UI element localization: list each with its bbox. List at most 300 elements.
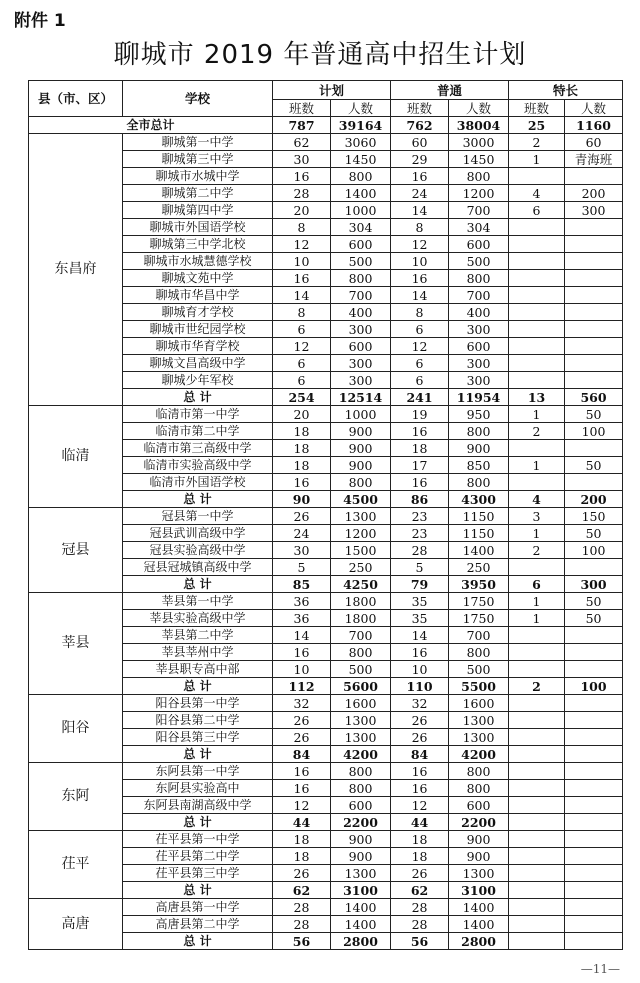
cell: [509, 372, 565, 389]
cell: 50: [565, 525, 623, 542]
cell: 20: [273, 202, 331, 219]
cell: 1500: [331, 542, 391, 559]
cell: 56: [273, 933, 331, 950]
cell: [565, 865, 623, 882]
header-school: 学校: [123, 81, 273, 117]
cell: 17: [391, 457, 449, 474]
school-name: 阳谷县第一中学: [123, 695, 273, 712]
cell: 3950: [449, 576, 509, 593]
cell: 4200: [331, 746, 391, 763]
cell: [509, 814, 565, 831]
cell: 16: [391, 270, 449, 287]
cell: 3: [509, 508, 565, 525]
county-name: 莘县: [29, 593, 123, 695]
subtotal-label: 总 计: [123, 814, 273, 831]
cell: 35: [391, 593, 449, 610]
cell: 3060: [331, 134, 391, 151]
cell: 16: [391, 423, 449, 440]
school-name: 聊城第二中学: [123, 185, 273, 202]
cell: 2800: [331, 933, 391, 950]
cell: 300: [331, 321, 391, 338]
cell: 18: [273, 848, 331, 865]
cell: 16: [391, 474, 449, 491]
cell: 4: [509, 185, 565, 202]
cell: 8: [273, 304, 331, 321]
cell: 3100: [449, 882, 509, 899]
cell: 1300: [331, 712, 391, 729]
school-name: 莘县第二中学: [123, 627, 273, 644]
cell: 200: [565, 185, 623, 202]
cell: 250: [449, 559, 509, 576]
cell: 26: [391, 865, 449, 882]
cell: [509, 865, 565, 882]
school-name: 高唐县第一中学: [123, 899, 273, 916]
school-name: 茌平县第二中学: [123, 848, 273, 865]
cell: 1300: [331, 729, 391, 746]
cell: [509, 304, 565, 321]
cell: 700: [331, 627, 391, 644]
cell: 150: [565, 508, 623, 525]
cell: 1300: [331, 865, 391, 882]
cell: 100: [565, 678, 623, 695]
cell: 50: [565, 610, 623, 627]
cell: 25: [509, 117, 565, 134]
cell: 800: [331, 474, 391, 491]
cell: 200: [565, 491, 623, 508]
cell: 110: [391, 678, 449, 695]
cell: 10: [273, 253, 331, 270]
school-name: 聊城市华昌中学: [123, 287, 273, 304]
cell: 26: [273, 865, 331, 882]
school-name: 茌平县第三中学: [123, 865, 273, 882]
table-row: [29, 899, 623, 916]
table-row: [29, 134, 623, 151]
cell: [565, 270, 623, 287]
cell: [509, 797, 565, 814]
cell: [509, 933, 565, 950]
cell: [565, 831, 623, 848]
cell: [565, 440, 623, 457]
cell: [565, 882, 623, 899]
cell: 28: [273, 899, 331, 916]
county-name: 东昌府: [29, 134, 123, 406]
cell: 23: [391, 525, 449, 542]
cell: 800: [449, 644, 509, 661]
cell: 800: [331, 763, 391, 780]
cell: 16: [273, 644, 331, 661]
cell: 560: [565, 389, 623, 406]
cell: 18: [273, 440, 331, 457]
school-name: 聊城第一中学: [123, 134, 273, 151]
cell: 12: [391, 338, 449, 355]
cell: 28: [391, 542, 449, 559]
cell: 1400: [449, 899, 509, 916]
cell: 5: [391, 559, 449, 576]
cell: 762: [391, 117, 449, 134]
cell: [565, 253, 623, 270]
cell: 16: [273, 270, 331, 287]
cell: 300: [331, 355, 391, 372]
school-name: 聊城育才学校: [123, 304, 273, 321]
cell: 1: [509, 593, 565, 610]
cell: [565, 304, 623, 321]
cell: 26: [273, 712, 331, 729]
cell: 500: [331, 253, 391, 270]
school-name: 高唐县第二中学: [123, 916, 273, 933]
school-name: 东阿县实验高中: [123, 780, 273, 797]
cell: [565, 933, 623, 950]
cell: 600: [449, 236, 509, 253]
cell: 60: [565, 134, 623, 151]
school-name: 聊城市世纪园学校: [123, 321, 273, 338]
subtotal-label: 总 计: [123, 746, 273, 763]
page-number: —11—: [580, 962, 620, 976]
cell: 600: [331, 797, 391, 814]
cell: 600: [449, 797, 509, 814]
table-row: [29, 831, 623, 848]
cell: [565, 372, 623, 389]
cell: 12: [273, 338, 331, 355]
cell: 50: [565, 593, 623, 610]
cell: 1400: [331, 916, 391, 933]
school-name: 冠县武训高级中学: [123, 525, 273, 542]
cell: [565, 848, 623, 865]
cell: 5500: [449, 678, 509, 695]
cell: [565, 780, 623, 797]
cell: [509, 321, 565, 338]
school-name: 聊城市水城慧德学校: [123, 253, 273, 270]
cell: 300: [565, 202, 623, 219]
cell: [565, 899, 623, 916]
cell: 1000: [331, 406, 391, 423]
cell: 44: [273, 814, 331, 831]
cell: 1450: [331, 151, 391, 168]
cell: 6: [391, 321, 449, 338]
cell: [509, 899, 565, 916]
cell: 14: [273, 287, 331, 304]
cell: 800: [331, 270, 391, 287]
header-sub: 班数: [509, 100, 565, 117]
cell: 787: [273, 117, 331, 134]
county-name: 临清: [29, 406, 123, 508]
school-name: 临清市实验高级中学: [123, 457, 273, 474]
cell: 2: [509, 423, 565, 440]
cell: 800: [449, 270, 509, 287]
school-name: 聊城第三中学北校: [123, 236, 273, 253]
cell: 800: [449, 780, 509, 797]
cell: [509, 219, 565, 236]
cell: 32: [391, 695, 449, 712]
table-row: [29, 763, 623, 780]
table-row: [29, 593, 623, 610]
school-name: 阳谷县第二中学: [123, 712, 273, 729]
cell: [565, 219, 623, 236]
cell: [509, 253, 565, 270]
cell: 500: [449, 661, 509, 678]
school-name: 聊城市华育学校: [123, 338, 273, 355]
cell: 6: [509, 202, 565, 219]
school-name: 聊城市水城中学: [123, 168, 273, 185]
page-title: 聊城市 2019 年普通高中招生计划: [113, 40, 527, 70]
cell: [565, 797, 623, 814]
header-sub: 人数: [449, 100, 509, 117]
cell: [509, 746, 565, 763]
cell: 8: [391, 304, 449, 321]
cell: 10: [273, 661, 331, 678]
cell: 14: [391, 202, 449, 219]
cell: 2: [509, 542, 565, 559]
school-name: 聊城第三中学: [123, 151, 273, 168]
cell: 1150: [449, 508, 509, 525]
cell: 26: [273, 508, 331, 525]
cell: [565, 168, 623, 185]
grand-total-label: 全市总计: [29, 117, 273, 134]
county-name: 高唐: [29, 899, 123, 950]
cell: 79: [391, 576, 449, 593]
cell: [509, 559, 565, 576]
cell: 1400: [449, 542, 509, 559]
cell: 62: [273, 134, 331, 151]
cell: 800: [331, 644, 391, 661]
cell: 900: [331, 457, 391, 474]
cell: [509, 695, 565, 712]
cell: 60: [391, 134, 449, 151]
table-row: [29, 508, 623, 525]
cell: [509, 236, 565, 253]
cell: 10: [391, 661, 449, 678]
cell: [509, 882, 565, 899]
cell: 1400: [331, 899, 391, 916]
cell: 18: [273, 457, 331, 474]
cell: 1400: [331, 185, 391, 202]
cell: 86: [391, 491, 449, 508]
cell: 100: [565, 542, 623, 559]
cell: 1600: [331, 695, 391, 712]
school-name: 莘县职专高中部: [123, 661, 273, 678]
cell: 6: [273, 321, 331, 338]
cell: 4: [509, 491, 565, 508]
cell: 1300: [449, 865, 509, 882]
cell: 300: [449, 355, 509, 372]
cell: 14: [273, 627, 331, 644]
cell: 24: [273, 525, 331, 542]
cell: 900: [449, 831, 509, 848]
cell: [565, 644, 623, 661]
cell: 1150: [449, 525, 509, 542]
cell: 84: [273, 746, 331, 763]
cell: 12: [273, 236, 331, 253]
cell: 1600: [449, 695, 509, 712]
cell: 2200: [449, 814, 509, 831]
cell: 800: [331, 168, 391, 185]
cell: 300: [449, 372, 509, 389]
school-name: 冠县第一中学: [123, 508, 273, 525]
cell: 1750: [449, 593, 509, 610]
cell: 14: [391, 627, 449, 644]
school-name: 临清市第一中学: [123, 406, 273, 423]
cell: 600: [331, 338, 391, 355]
cell: 1750: [449, 610, 509, 627]
cell: 800: [331, 780, 391, 797]
cell: 12: [391, 797, 449, 814]
cell: 800: [449, 423, 509, 440]
cell: 18: [391, 440, 449, 457]
cell: 500: [331, 661, 391, 678]
county-name: 东阿: [29, 763, 123, 831]
cell: [509, 168, 565, 185]
school-name: 聊城市外国语学校: [123, 219, 273, 236]
cell: [509, 661, 565, 678]
header-group-regular: 普通: [391, 81, 509, 100]
cell: 1000: [331, 202, 391, 219]
cell: 100: [565, 423, 623, 440]
cell: [509, 712, 565, 729]
cell: 1450: [449, 151, 509, 168]
school-name: 阳谷县第三中学: [123, 729, 273, 746]
cell: [565, 814, 623, 831]
cell: 62: [273, 882, 331, 899]
cell: [509, 848, 565, 865]
cell: 18: [391, 831, 449, 848]
cell: 900: [331, 848, 391, 865]
cell: 400: [331, 304, 391, 321]
subtotal-label: 总 计: [123, 882, 273, 899]
cell: 112: [273, 678, 331, 695]
cell: 1300: [449, 729, 509, 746]
cell: 85: [273, 576, 331, 593]
cell: 250: [331, 559, 391, 576]
cell: 1200: [449, 185, 509, 202]
school-name: 东阿县第一中学: [123, 763, 273, 780]
cell: 800: [449, 763, 509, 780]
cell: 10: [391, 253, 449, 270]
cell: 5: [273, 559, 331, 576]
cell: 6: [391, 372, 449, 389]
cell: 1800: [331, 593, 391, 610]
cell: 4250: [331, 576, 391, 593]
cell: 30: [273, 151, 331, 168]
cell: [565, 321, 623, 338]
cell: 4200: [449, 746, 509, 763]
cell: 62: [391, 882, 449, 899]
cell: [509, 355, 565, 372]
cell: 254: [273, 389, 331, 406]
cell: [509, 338, 565, 355]
cell: 18: [273, 423, 331, 440]
cell: 28: [273, 185, 331, 202]
cell: [565, 338, 623, 355]
cell: 16: [391, 644, 449, 661]
school-name: 聊城少年军校: [123, 372, 273, 389]
cell: [509, 270, 565, 287]
cell: [565, 355, 623, 372]
county-name: 茌平: [29, 831, 123, 899]
cell: 6: [509, 576, 565, 593]
school-name: 冠县冠城镇高级中学: [123, 559, 273, 576]
cell: 700: [449, 287, 509, 304]
subtotal-label: 总 计: [123, 491, 273, 508]
cell: 39164: [331, 117, 391, 134]
table-row: [29, 406, 623, 423]
cell: 1300: [449, 712, 509, 729]
school-name: 莘县莘州中学: [123, 644, 273, 661]
cell: 600: [449, 338, 509, 355]
cell: 44: [391, 814, 449, 831]
cell: 2: [509, 134, 565, 151]
cell: [509, 763, 565, 780]
header-group-plan: 计划: [273, 81, 391, 100]
cell: 5600: [331, 678, 391, 695]
table-row: [29, 695, 623, 712]
cell: 青海班: [565, 151, 623, 168]
subtotal-label: 总 计: [123, 389, 273, 406]
cell: 700: [331, 287, 391, 304]
cell: 2: [509, 678, 565, 695]
school-name: 临清市外国语学校: [123, 474, 273, 491]
enrollment-table: [28, 80, 623, 950]
cell: 56: [391, 933, 449, 950]
cell: 36: [273, 610, 331, 627]
header-group-specialty: 特长: [509, 81, 623, 100]
cell: [565, 695, 623, 712]
cell: 35: [391, 610, 449, 627]
cell: 700: [449, 202, 509, 219]
school-name: 聊城文昌高级中学: [123, 355, 273, 372]
cell: [509, 644, 565, 661]
cell: 1160: [565, 117, 623, 134]
cell: [565, 712, 623, 729]
cell: 28: [273, 916, 331, 933]
cell: 18: [391, 848, 449, 865]
cell: [565, 559, 623, 576]
cell: 950: [449, 406, 509, 423]
cell: 900: [331, 423, 391, 440]
cell: 12: [391, 236, 449, 253]
cell: 20: [273, 406, 331, 423]
cell: 1: [509, 457, 565, 474]
cell: 6: [273, 372, 331, 389]
cell: 300: [331, 372, 391, 389]
header-sub: 班数: [391, 100, 449, 117]
cell: 19: [391, 406, 449, 423]
cell: 900: [331, 440, 391, 457]
county-name: 阳谷: [29, 695, 123, 763]
cell: 2200: [331, 814, 391, 831]
school-name: 莘县第一中学: [123, 593, 273, 610]
cell: [565, 236, 623, 253]
cell: 400: [449, 304, 509, 321]
cell: 1: [509, 151, 565, 168]
cell: 3100: [331, 882, 391, 899]
cell: [565, 627, 623, 644]
cell: 16: [273, 168, 331, 185]
cell: 300: [565, 576, 623, 593]
cell: 800: [449, 168, 509, 185]
cell: [565, 916, 623, 933]
cell: 14: [391, 287, 449, 304]
cell: [565, 474, 623, 491]
cell: 38004: [449, 117, 509, 134]
cell: 304: [449, 219, 509, 236]
subtotal-label: 总 计: [123, 933, 273, 950]
cell: 1800: [331, 610, 391, 627]
cell: 84: [391, 746, 449, 763]
cell: 26: [273, 729, 331, 746]
cell: 12: [273, 797, 331, 814]
cell: 50: [565, 406, 623, 423]
cell: 26: [391, 712, 449, 729]
cell: 4300: [449, 491, 509, 508]
